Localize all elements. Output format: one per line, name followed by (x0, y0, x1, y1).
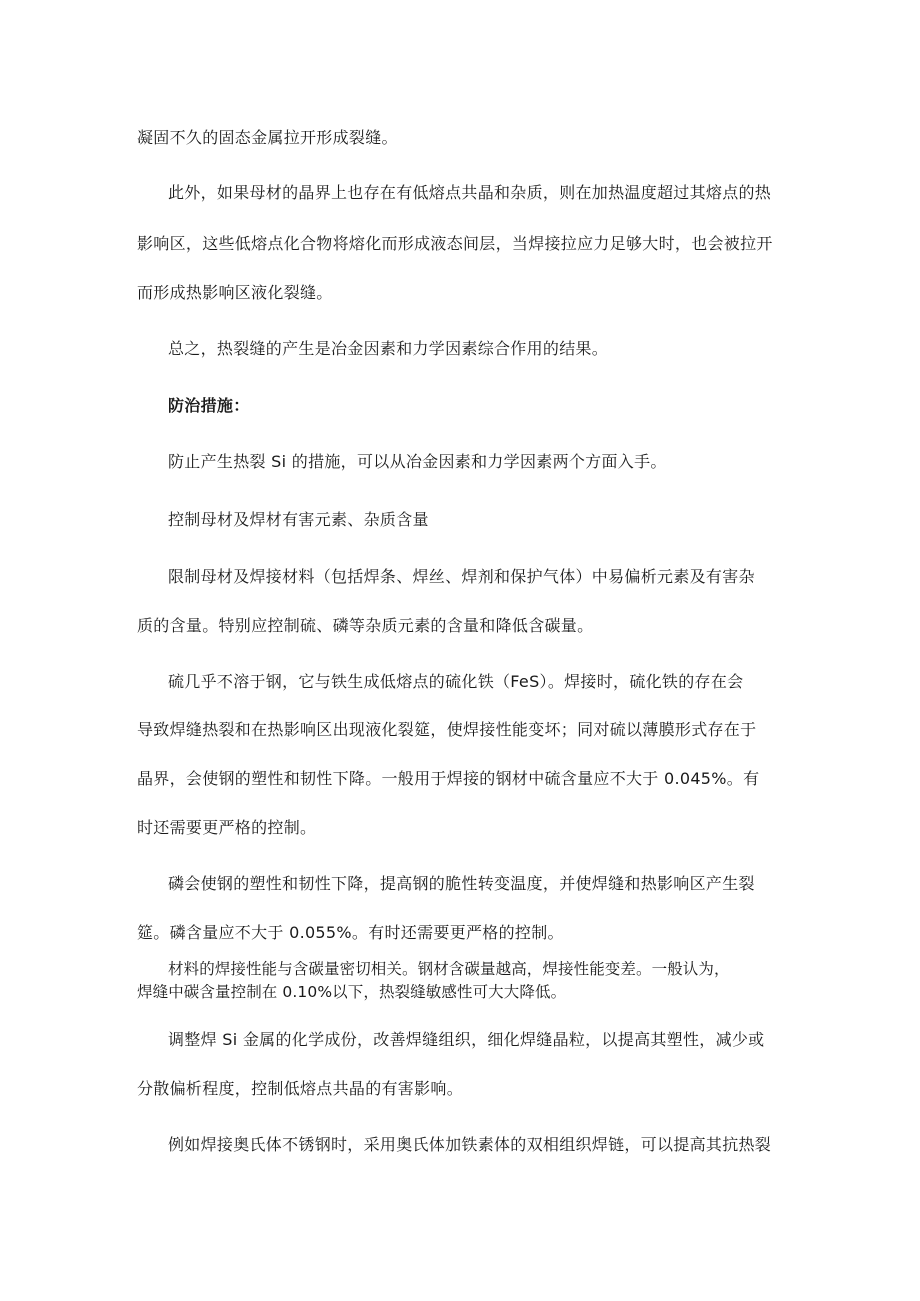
paragraph-line: 影响区，这些低熔点化合物将熔化而形成液态间层，当焊接拉应力足够大时，也会被拉开 (137, 234, 773, 253)
paragraph-line: 分散偏析程度，控制低熔点共晶的有害影响。 (137, 1079, 464, 1098)
paragraph-line: 磷会使钢的塑性和韧性下降，提高钢的脆性转变温度，并使焊缝和热影响区产生裂 (168, 874, 755, 893)
paragraph-line: 此外，如果母材的晶界上也存在有低熔点共晶和杂质，则在加热温度超过其熔点的热 (168, 183, 772, 202)
section-heading: 防治措施： (168, 396, 250, 415)
paragraph-line: 凝固不久的固态金属拉开形成裂缝。 (137, 128, 398, 147)
paragraph-line: 防止产生热裂 Si 的措施，可以从冶金因素和力学因素两个方面入手。 (168, 452, 667, 471)
paragraph-line: 硫几乎不溶于钢，它与铁生成低熔点的硫化铁（FeS）。焊接时，硫化铁的存在会 (168, 672, 744, 691)
paragraph-line: 时还需要更严格的控制。 (137, 818, 317, 837)
subsection-heading: 控制母材及焊材有害元素、杂质含量 (168, 510, 429, 529)
paragraph-line: 质的含量。特别应控制硫、磷等杂质元素的含量和降低含碳量。 (137, 616, 594, 635)
paragraph-line: 例如焊接奥氏体不锈钢时，采用奥氏体加铁素体的双相组织焊链，可以提高其抗热裂 (168, 1135, 772, 1154)
paragraph-line: 限制母材及焊接材料（包括焊条、焊丝、焊剂和保护气体）中易偏析元素及有害杂 (168, 567, 755, 586)
paragraph-line: 导致焊缝热裂和在热影响区出现液化裂筵，使焊接性能变坏；同对硫以薄膜形式存在于 (137, 720, 757, 739)
paragraph-line: 材料的焊接性能与含碳量密切相关。钢材含碳量越高，焊接性能变差。一般认为， (168, 960, 730, 978)
paragraph-line: 总之，热裂缝的产生是冶金因素和力学因素综合作用的结果。 (168, 339, 609, 358)
paragraph-line: 焊缝中碳含量控制在 0.10%以下，热裂缝敏感性可大大降低。 (137, 983, 567, 1001)
paragraph-line: 而形成热影响区液化裂缝。 (137, 283, 333, 302)
paragraph-line: 调整焊 Si 金属的化学成份，改善焊缝组织，细化焊缝晶粒，以提高其塑性，减少或 (168, 1030, 765, 1049)
paragraph-line: 晶界，会使钢的塑性和韧性下降。一般用于焊接的钢材中硫含量应不大于 0.045%。有 (137, 769, 760, 788)
paragraph-line: 筵。磷含量应不大于 0.055%。有时还需要更严格的控制。 (137, 923, 564, 942)
